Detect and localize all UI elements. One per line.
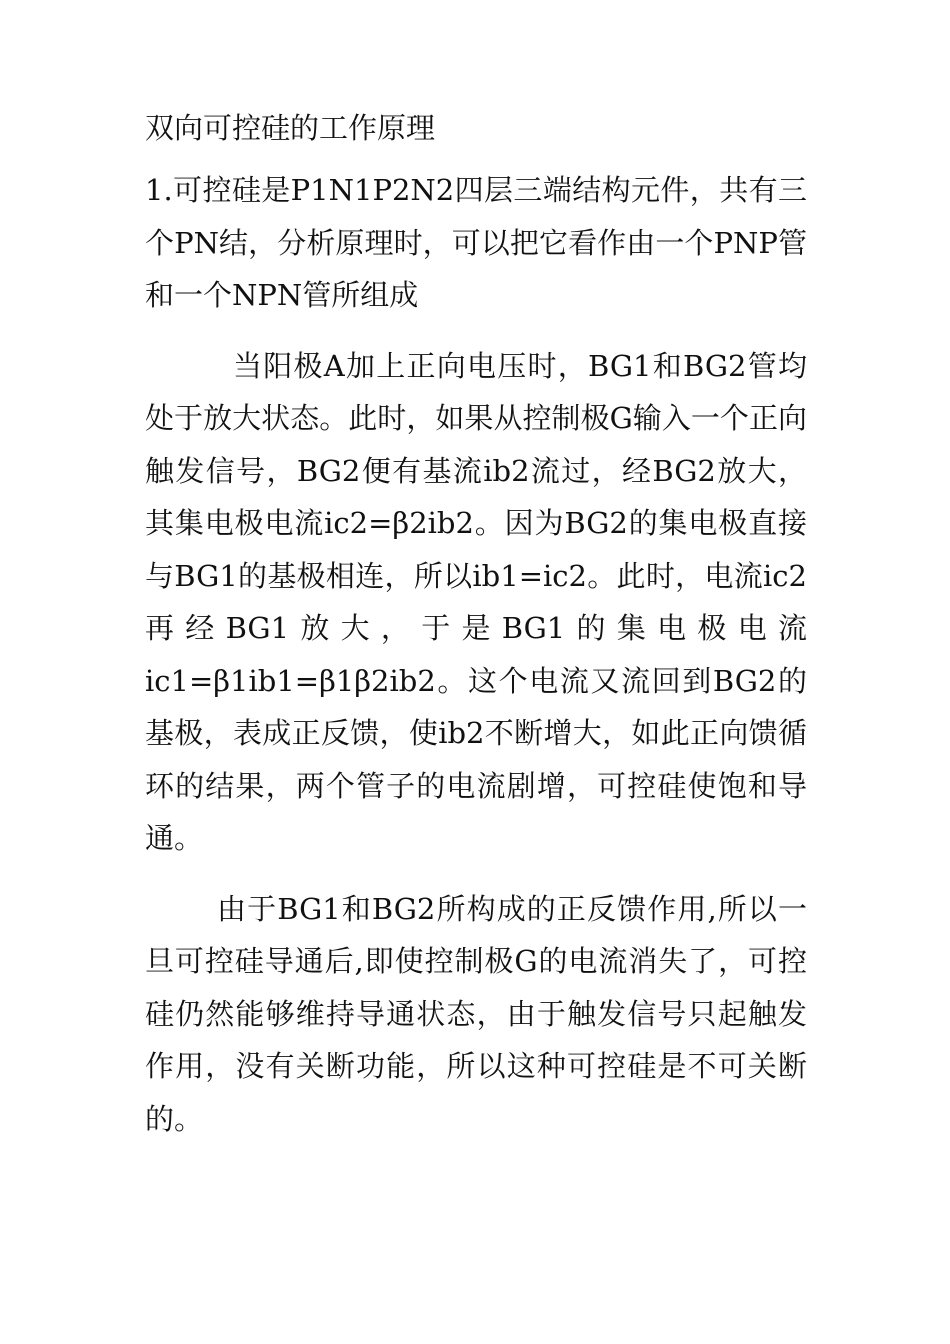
document-title: 双向可控硅的工作原理 (145, 111, 436, 145)
paragraph-operation: 当阳极A加上正向电压时，BG1和BG2管均处于放大状态。此时，如果从控制极G输入一个正向触发信号，BG2便有基流ib2流过，经BG2放大，其集电极电流ic2=β2ib2。因为BG2的集电极直接与BG1的基极相连，所以ib1=ic2。此时，电流ic2再经BG1放大，于是BG1的集电极电流ic1=β1ib1=β1β2ib2。这个电流又流回到BG2的基极，表成正反馈，使ib2不断增大，如此正向馈循环的结果，两个管子的电流剧增，可控硅使饱和导通。 (145, 348, 807, 855)
document-page (145, 102, 807, 1163)
paragraph-latching: 由于BG1和BG2所构成的正反馈作用,所以一旦可控硅导通后,即使控制极G的电流消失了，可控硅仍然能够维持导通状态，由于触发信号只起触发作用，没有关断功能，所以这种可控硅是不可关断的。 (145, 891, 807, 1136)
paragraph-structure: 1.可控硅是P1N1P2N2四层三端结构元件，共有三个PN结，分析原理时，可以把它看作由一个PNP管和一个NPN管所组成 (145, 173, 807, 312)
